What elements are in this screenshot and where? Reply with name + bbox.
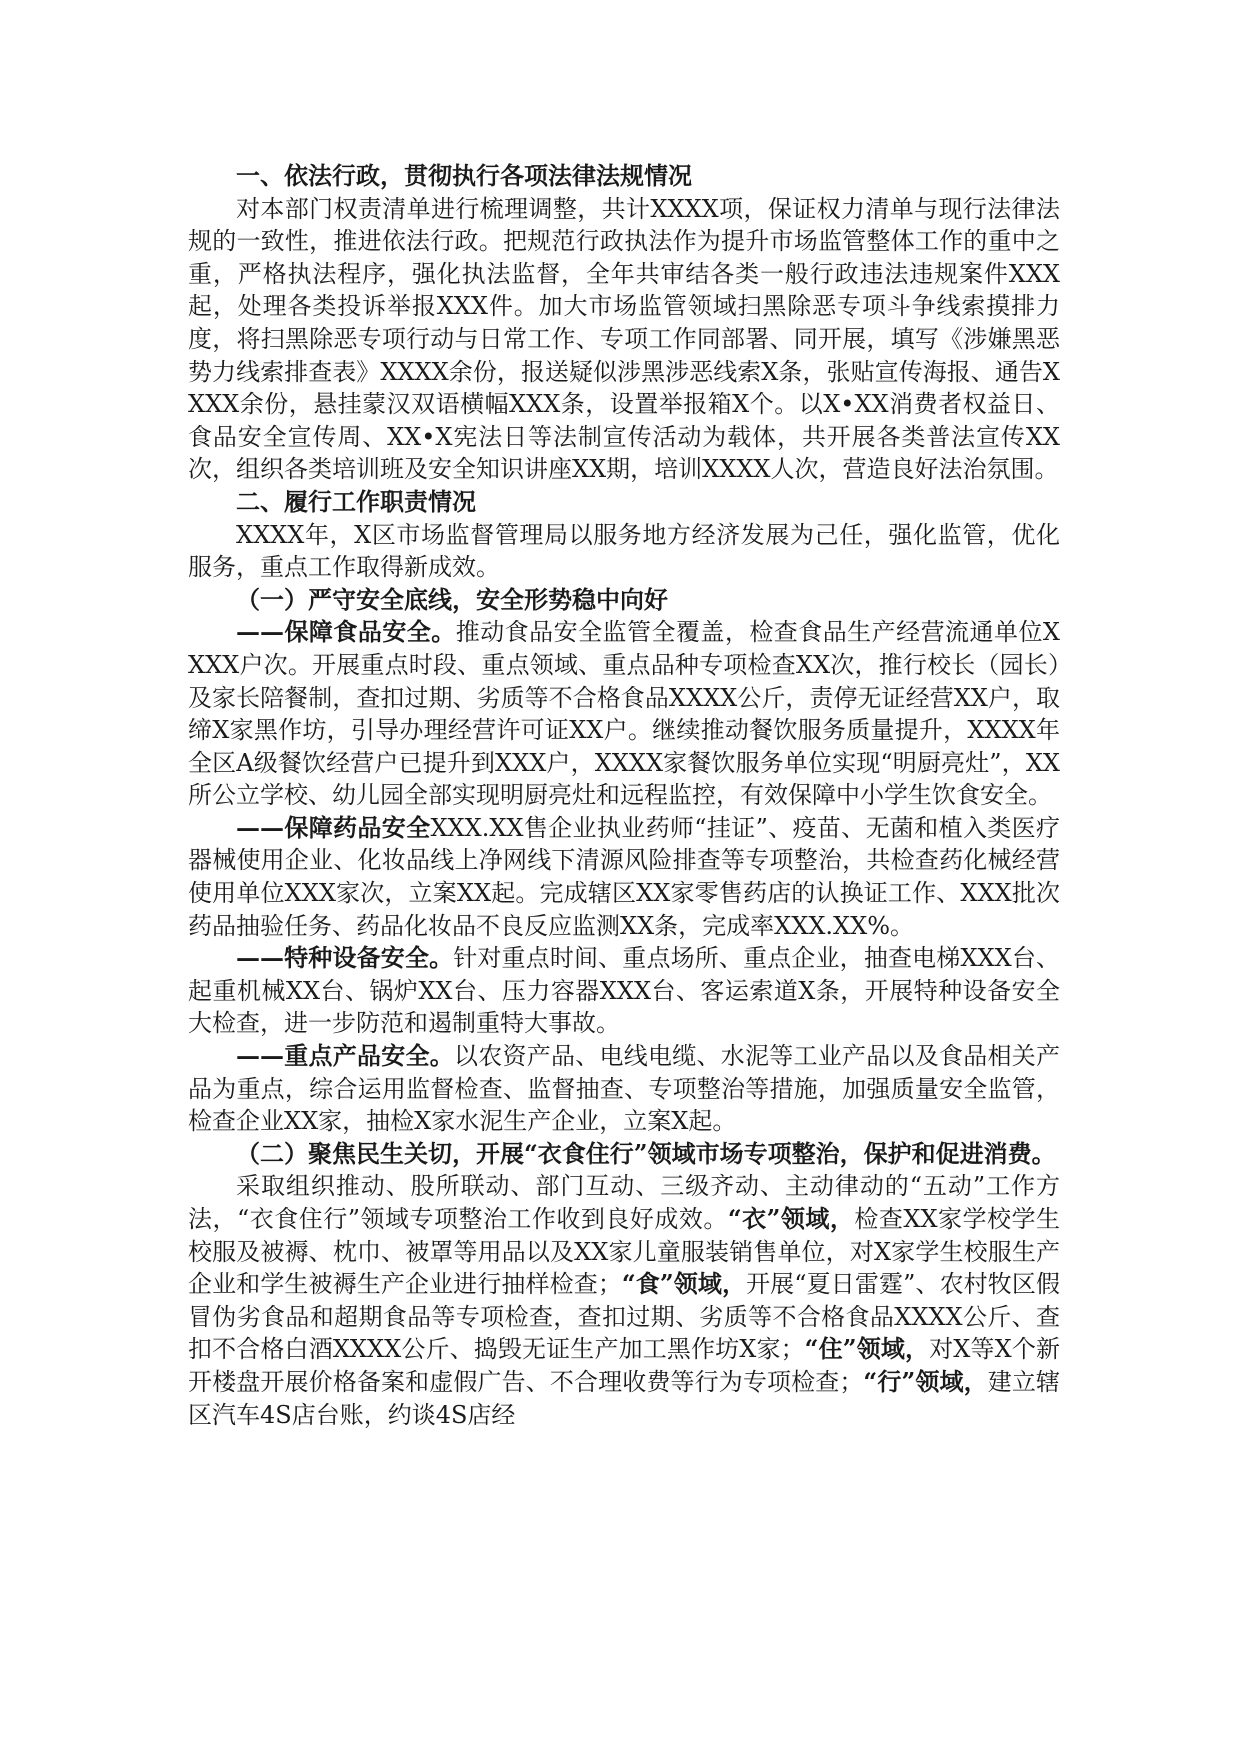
clothing-lead: “衣”领域， xyxy=(727,1204,855,1233)
food-domain-lead: “食”领域， xyxy=(621,1269,747,1299)
product-safety-paragraph xyxy=(188,1040,1060,1138)
travel-lead: “行”领域， xyxy=(863,1366,988,1396)
document-page xyxy=(188,160,1060,1431)
food-domain-body: 开展“夏日雷霆”、农村牧区假冒伪劣食品和超期食品等专项检查，查扣过期、劣质等不合格食品XXXX公斤、查扣不合格白酒XXXX公斤、捣毁无证生产加工黑作坊X家； xyxy=(188,1270,1061,1364)
product-safety-lead: ——重点产品安全。 xyxy=(236,1041,454,1071)
livelihood-intro: 采取组织推动、股所联动、部门互动、三级齐动、主动律动的“五动”工作方法，“衣食住行”领域专项整治工作收到良好成效。 xyxy=(188,1172,1060,1233)
equipment-safety-lead: ——特种设备安全。 xyxy=(236,943,454,973)
section-heading-2: 二、履行工作职责情况 xyxy=(236,486,476,516)
section-heading-1: 一、依法行政，贯彻执行各项法律法规情况 xyxy=(236,161,692,190)
equipment-safety-body: 针对重点时间、重点场所、重点企业，抽查电梯XXX台、起重机械XX台、锅炉XX台、压力容器XXX台、客运索道X条，开展特种设备安全大检查，进一步防范和遏制重特大事故。 xyxy=(188,944,1061,1038)
drug-safety-paragraph xyxy=(188,812,1060,942)
subsection-heading-2: （二）聚焦民生关切，开展“衣食住行”领域市场专项整治，保护和促进消费。 xyxy=(236,1138,1056,1168)
drug-safety-body: XXX.XX售企业执业药师“挂证”、疫苗、无菌和植入类医疗器械使用企业、化妆品线上净网线下清源风险排查等专项整治，共检查药化械经营使用单位XXX家次，立案XX起。完成辖区XX家零售药店的认换证工作、XXX批次药品抽验任务、药品化妆品不良反应监测XX条，完成率XXX.XX%。 xyxy=(188,813,1060,940)
section-2-intro-paragraph: XXXX年，X区市场监督管理局以服务地方经济发展为己任，强化监管，优化服务，重点工作取得新成效。 xyxy=(188,520,1060,582)
travel-body: 建立辖区汽车4S店台账，约谈4S店经 xyxy=(188,1367,1061,1429)
housing-lead: “住”领域， xyxy=(804,1334,930,1364)
drug-safety-lead: ——保障药品安全 xyxy=(236,812,431,842)
clothing-body: 检查XX家学校学生校服及被褥、枕巾、被罩等用品以及XX家儿童服装销售单位，对X家学生校服生产企业和学生被褥生产企业进行抽样检查； xyxy=(188,1205,1060,1299)
section-1-paragraph: 对本部门权责清单进行梳理调整，共计XXXX项，保证权力清单与现行法律法规的一致性，推进依法行政。把规范行政执法作为提升市场监管整体工作的重中之重，严格执法程序，强化执法监督，全年共审结各类一般行政违法违规案件XXX起，处理各类投诉举报XXX件。加大市场监管领域扫黑除恶专项斗争线索摸排力度，将扫黑除恶专项行动与日常工作、专项工作同部署、同开展，填写《涉嫌黑恶势力线索排查表》XXXX余份，报送疑似涉黑涉恶线索X条，张贴宣传海报、通告XXXX余份，悬挂蒙汉双语横幅XXX条，设置举报箱X个。以X•XX消费者权益日、食品安全宣传周、XX•X宪法日等法制宣传活动为载体，共开展各类普法宣传XX次，组织各类培训班及安全知识讲座XX期，培训XXXX人次，营造良好法治氛围。 xyxy=(188,194,1060,484)
housing-body: 对X等X个新开楼盘开展价格备案和虚假广告、不合理收费等行为专项检查； xyxy=(188,1335,1060,1396)
food-safety-body: 推动食品安全监管全覆盖，检查食品生产经营流通单位XXXX户次。开展重点时段、重点领域、重点品种专项检查XX次，推行校长（园长）及家长陪餐制，查扣过期、劣质等不合格食品XXXX公斤，责停无证经营XX户，取缔X家黑作坊，引导办理经营许可证XX户。继续推动餐饮服务质量提升，XXXX年全区A级餐饮经营户已提升到XXX户，XXXX家餐饮服务单位实现“明厨亮灶”，XX所公立学校、幼儿园全部实现明厨亮灶和远程监控，有效保障中小学生饮食安全。 xyxy=(188,618,1060,810)
food-safety-lead: ——保障食品安全。 xyxy=(236,617,456,647)
equipment-safety-paragraph xyxy=(188,942,1060,1040)
subsection-heading-1: （一）严守安全底线，安全形势稳中向好 xyxy=(236,584,668,614)
food-safety-paragraph xyxy=(188,616,1060,812)
livelihood-paragraph xyxy=(188,1170,1060,1431)
product-safety-body: 以农资产品、电线电缆、水泥等工业产品以及食品相关产品为重点，综合运用监督检查、监督抽查、专项整治等措施，加强质量安全监管，检查企业XX家，抽检X家水泥生产企业，立案X起。 xyxy=(188,1042,1060,1136)
